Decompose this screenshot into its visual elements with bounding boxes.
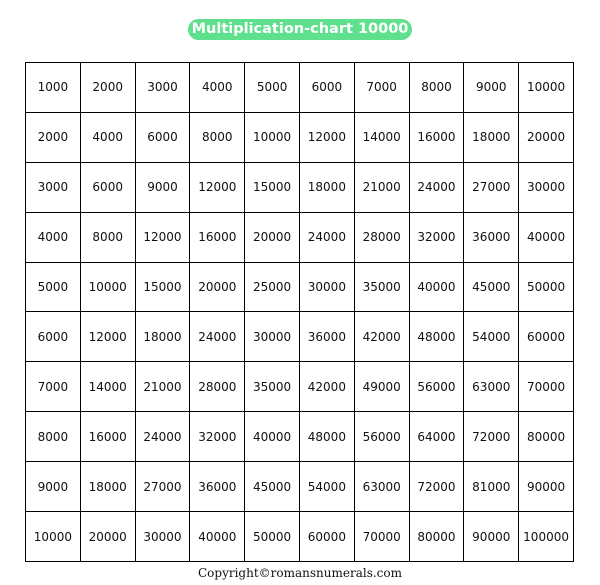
- table-row: [26, 512, 574, 562]
- table-cell: 36000: [464, 212, 519, 262]
- table-cell: 24000: [135, 412, 190, 462]
- table-cell: 40000: [409, 262, 464, 312]
- table-cell: 9000: [135, 162, 190, 212]
- multiplication-table: [25, 62, 574, 562]
- table-row: [26, 462, 574, 512]
- table-cell: 21000: [135, 362, 190, 412]
- table-cell: 90000: [464, 512, 519, 562]
- table-cell: 6000: [26, 312, 81, 362]
- copyright-footer: Copyright©romansnumerals.com: [197, 566, 403, 580]
- table-cell: 42000: [299, 362, 354, 412]
- table-cell: 7000: [26, 362, 81, 412]
- table-cell: 4000: [80, 112, 135, 162]
- table-cell: 60000: [299, 512, 354, 562]
- table-cell: 3000: [135, 63, 190, 113]
- table-cell: 12000: [80, 312, 135, 362]
- table-cell: 16000: [190, 212, 245, 262]
- table-cell: 18000: [464, 112, 519, 162]
- table-cell: 30000: [135, 512, 190, 562]
- table-cell: 9000: [26, 462, 81, 512]
- table-cell: 8000: [409, 63, 464, 113]
- table-cell: 54000: [464, 312, 519, 362]
- table-cell: 12000: [299, 112, 354, 162]
- table-cell: 50000: [519, 262, 574, 312]
- table-cell: 18000: [135, 312, 190, 362]
- table-cell: 2000: [80, 63, 135, 113]
- table-cell: 56000: [409, 362, 464, 412]
- table-cell: 8000: [190, 112, 245, 162]
- table-cell: 49000: [354, 362, 409, 412]
- table-cell: 10000: [80, 262, 135, 312]
- table-cell: 63000: [354, 462, 409, 512]
- table-cell: 14000: [354, 112, 409, 162]
- table-row: [26, 162, 574, 212]
- table-cell: 45000: [245, 462, 300, 512]
- table-cell: 20000: [80, 512, 135, 562]
- table-cell: 16000: [409, 112, 464, 162]
- table-cell: 40000: [190, 512, 245, 562]
- table-cell: 6000: [135, 112, 190, 162]
- table-row: [26, 63, 574, 113]
- table-cell: 64000: [409, 412, 464, 462]
- table-cell: 18000: [80, 462, 135, 512]
- table-cell: 27000: [464, 162, 519, 212]
- table-cell: 72000: [409, 462, 464, 512]
- table-cell: 15000: [245, 162, 300, 212]
- table-cell: 80000: [409, 512, 464, 562]
- table-cell: 40000: [519, 212, 574, 262]
- table-cell: 54000: [299, 462, 354, 512]
- table-cell: 12000: [135, 212, 190, 262]
- table-cell: 81000: [464, 462, 519, 512]
- table-cell: 5000: [245, 63, 300, 113]
- table-cell: 48000: [409, 312, 464, 362]
- table-cell: 36000: [299, 312, 354, 362]
- table-cell: 32000: [190, 412, 245, 462]
- table-cell: 30000: [245, 312, 300, 362]
- table-cell: 40000: [245, 412, 300, 462]
- table-cell: 20000: [519, 112, 574, 162]
- table-cell: 5000: [26, 262, 81, 312]
- table-cell: 36000: [190, 462, 245, 512]
- table-cell: 9000: [464, 63, 519, 113]
- table-cell: 32000: [409, 212, 464, 262]
- table-cell: 20000: [245, 212, 300, 262]
- table-cell: 4000: [26, 212, 81, 262]
- table-cell: 8000: [80, 212, 135, 262]
- table-cell: 28000: [354, 212, 409, 262]
- table-cell: 21000: [354, 162, 409, 212]
- table-cell: 28000: [190, 362, 245, 412]
- table-cell: 90000: [519, 462, 574, 512]
- table-cell: 24000: [190, 312, 245, 362]
- table-cell: 72000: [464, 412, 519, 462]
- table-cell: 30000: [519, 162, 574, 212]
- table-cell: 1000: [26, 63, 81, 113]
- table-cell: 30000: [299, 262, 354, 312]
- table-cell: 24000: [299, 212, 354, 262]
- table-row: [26, 362, 574, 412]
- table-cell: 100000: [519, 512, 574, 562]
- table-cell: 16000: [80, 412, 135, 462]
- table-cell: 35000: [354, 262, 409, 312]
- table-cell: 27000: [135, 462, 190, 512]
- table-cell: 18000: [299, 162, 354, 212]
- table-cell: 10000: [26, 512, 81, 562]
- table-body: [26, 63, 574, 562]
- table-cell: 42000: [354, 312, 409, 362]
- table-row: [26, 212, 574, 262]
- table-cell: 12000: [190, 162, 245, 212]
- table-row: [26, 262, 574, 312]
- table-cell: 63000: [464, 362, 519, 412]
- table-cell: 60000: [519, 312, 574, 362]
- page-title: Multiplication-chart 10000: [188, 19, 412, 40]
- table-cell: 6000: [299, 63, 354, 113]
- table-row: [26, 312, 574, 362]
- table-row: [26, 412, 574, 462]
- table-cell: 14000: [80, 362, 135, 412]
- table-row: [26, 112, 574, 162]
- table-cell: 4000: [190, 63, 245, 113]
- table-cell: 6000: [80, 162, 135, 212]
- table-cell: 2000: [26, 112, 81, 162]
- table-cell: 80000: [519, 412, 574, 462]
- table-cell: 56000: [354, 412, 409, 462]
- table-cell: 25000: [245, 262, 300, 312]
- table-cell: 24000: [409, 162, 464, 212]
- table-cell: 10000: [245, 112, 300, 162]
- table-cell: 15000: [135, 262, 190, 312]
- table-cell: 3000: [26, 162, 81, 212]
- table-cell: 45000: [464, 262, 519, 312]
- table-cell: 8000: [26, 412, 81, 462]
- table-cell: 70000: [519, 362, 574, 412]
- table-cell: 70000: [354, 512, 409, 562]
- table-cell: 20000: [190, 262, 245, 312]
- table-cell: 7000: [354, 63, 409, 113]
- table-cell: 48000: [299, 412, 354, 462]
- table-cell: 10000: [519, 63, 574, 113]
- table-cell: 50000: [245, 512, 300, 562]
- table-cell: 35000: [245, 362, 300, 412]
